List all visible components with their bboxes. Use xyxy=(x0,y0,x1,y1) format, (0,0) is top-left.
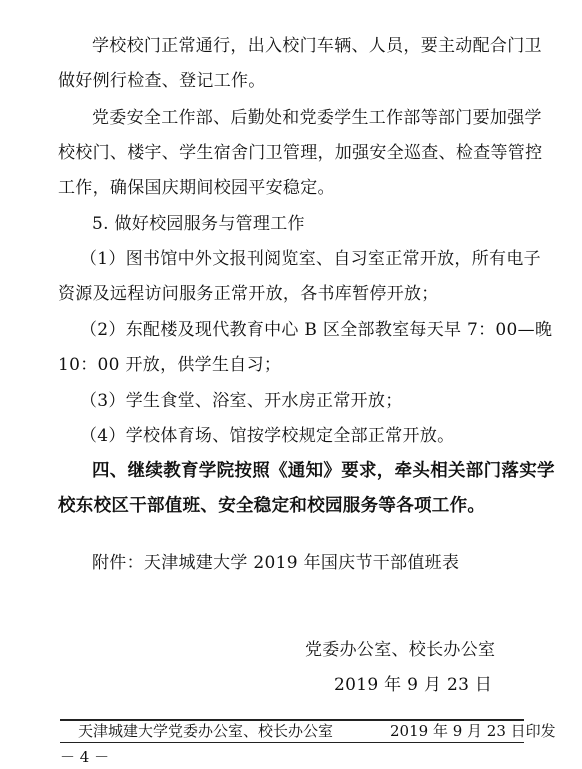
item-1-line-1: （1）图书馆中外文报刊阅览室、自习室正常开放，所有电子 xyxy=(80,249,541,269)
item-2-line-2: 10：00 开放，供学生自习； xyxy=(58,355,282,375)
section-4-line-1: 四、继续教育学院按照《通知》要求，牵头相关部门落实学 xyxy=(92,461,555,481)
paragraph-2-line-3: 工作，确保国庆期间校园平安稳定。 xyxy=(58,178,335,198)
footer-bottom-rule xyxy=(60,742,524,743)
item-4: （4）学校体育场、馆按学校规定全部正常开放。 xyxy=(80,426,455,446)
attachment-line: 附件：天津城建大学 2019 年国庆节干部值班表 xyxy=(92,553,460,573)
item-1-line-2: 资源及远程访问服务正常开放，各书库暂停开放； xyxy=(58,284,439,304)
paragraph-2-line-1: 党委安全工作部、后勤处和党委学生工作部等部门要加强学 xyxy=(92,108,542,128)
section-5-title: 5. 做好校园服务与管理工作 xyxy=(92,214,305,234)
paragraph-1-line-2: 做好例行检查、登记工作。 xyxy=(58,71,266,91)
footer-print-date: 2019 年 9 月 23 日印发 xyxy=(390,722,556,740)
section-4-line-2: 校东校区干部值班、安全稳定和校园服务等各项工作。 xyxy=(58,496,486,516)
paragraph-2-line-2: 校校门、楼宇、学生宿舍门卫管理，加强安全巡查、检查等管控 xyxy=(58,143,543,163)
item-2-line-1: （2）东配楼及现代教育中心 B 区全部教室每天早 7：00—晚 xyxy=(80,320,553,340)
page-number: － 4 － xyxy=(60,748,110,766)
item-3: （3）学生食堂、浴室、开水房正常开放； xyxy=(80,391,403,411)
signature-date: 2019 年 9 月 23 日 xyxy=(334,675,493,695)
footer-top-rule xyxy=(60,719,524,721)
paragraph-1-line-1: 学校校门正常通行，出入校门车辆、人员，要主动配合门卫 xyxy=(92,36,542,56)
signature-issuer: 党委办公室、校长办公室 xyxy=(305,640,496,660)
footer-issuer: 天津城建大学党委办公室、校长办公室 xyxy=(78,722,334,740)
